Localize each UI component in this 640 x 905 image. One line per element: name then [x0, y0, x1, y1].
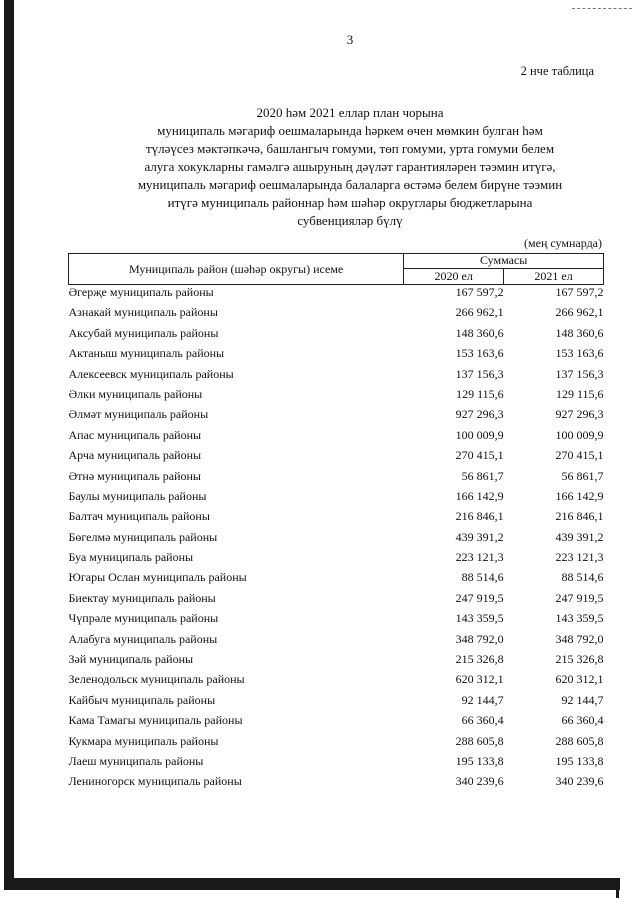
table-row — [69, 693, 604, 713]
value-2020: 166 142,9 — [455, 488, 504, 503]
value-2020: 223 121,3 — [455, 550, 504, 565]
table-row — [69, 407, 604, 427]
district-name: Әгерҗе муниципаль районы — [68, 285, 214, 299]
value-2020: 927 296,3 — [455, 407, 504, 422]
table-row — [69, 754, 604, 774]
value-2021: 348 792,0 — [555, 631, 604, 646]
value-2021: 166 142,9 — [555, 488, 604, 503]
title-line: 2020 һәм 2021 еллар план чорына — [256, 105, 444, 120]
table-row — [69, 632, 604, 652]
value-2021: 223 121,3 — [555, 550, 604, 565]
table-caption: 2 нче таблица — [520, 64, 594, 78]
table-row — [69, 346, 604, 366]
value-2020: 100 009,9 — [455, 427, 504, 442]
scan-corner-marks — [572, 8, 632, 11]
value-2020: 340 239,6 — [455, 774, 504, 789]
value-2020: 167 597,2 — [455, 285, 504, 299]
district-name: Лаеш муниципаль районы — [68, 753, 204, 768]
value-2021: 129 115,6 — [555, 386, 604, 401]
value-2021: 88 514,6 — [561, 570, 604, 585]
table-row — [69, 367, 604, 387]
table-row — [69, 448, 604, 468]
value-2021: 216 846,1 — [555, 509, 604, 524]
value-2021: 340 239,6 — [555, 774, 604, 789]
value-2021: 66 360,4 — [561, 713, 604, 728]
value-2021: 247 919,5 — [555, 590, 604, 605]
district-name: Баулы муниципаль районы — [68, 488, 207, 503]
value-2020: 266 962,1 — [455, 305, 504, 320]
district-name: Әтнә муниципаль районы — [68, 468, 201, 483]
value-2021: 137 156,3 — [555, 366, 604, 381]
scan-edge-left — [4, 0, 14, 880]
district-name: Югары Ослан муниципаль районы — [68, 570, 247, 585]
title-line: итүгә муниципаль районнар һәм шәһәр округлары бюджетларына — [167, 195, 533, 210]
table-row — [69, 774, 604, 794]
value-2021: 167 597,2 — [555, 285, 604, 299]
table-row — [69, 469, 604, 489]
value-2020: 195 133,8 — [455, 753, 504, 768]
units-note: (мең сумнарда) — [524, 236, 602, 250]
title-line: түләүсез мәктәпкәчә, башлангыч гомуми, төп гомуми, урта гомуми белем — [145, 141, 555, 156]
value-2020: 270 415,1 — [455, 448, 504, 463]
value-2021: 215 326,8 — [555, 652, 604, 667]
value-2021: 92 144,7 — [561, 692, 604, 707]
district-name: Балтач муниципаль районы — [68, 509, 210, 524]
table-row — [69, 285, 604, 306]
value-2020: 216 846,1 — [455, 509, 504, 524]
value-2021: 927 296,3 — [555, 407, 604, 422]
table-row — [69, 611, 604, 631]
district-name: Арча муниципаль районы — [68, 448, 202, 463]
value-2020: 92 144,7 — [461, 692, 504, 707]
district-name: Зәй муниципаль районы — [68, 652, 194, 667]
table-row — [69, 672, 604, 692]
title-line: алуга хокукларны гамәлгә ашыруның дәүләт гарантияләрен тәэмин итүгә, — [144, 159, 556, 174]
title-line: субвенцияләр бүлү — [297, 213, 403, 228]
value-2020: 153 163,6 — [455, 346, 504, 361]
value-2020: 439 391,2 — [455, 529, 504, 544]
district-name: Алексеевск муниципаль районы — [68, 366, 234, 381]
value-2020: 247 919,5 — [455, 590, 504, 605]
value-2020: 620 312,1 — [455, 672, 504, 687]
page-number: 3 — [346, 32, 354, 47]
title-line: муниципаль мәгариф оешмаларында балаларга өстәмә белем бирүне тәэмин — [137, 177, 563, 192]
value-2020: 66 360,4 — [461, 713, 504, 728]
subventions-table — [68, 253, 604, 795]
district-name: Актаныш муниципаль районы — [68, 346, 225, 361]
value-2020: 88 514,6 — [461, 570, 504, 585]
table-row — [69, 591, 604, 611]
district-name: Лениногорск муниципаль районы — [68, 774, 242, 789]
district-name: Әлки муниципаль районы — [68, 386, 203, 401]
value-2020: 129 115,6 — [456, 386, 504, 401]
district-name: Апас муниципаль районы — [68, 427, 202, 442]
value-2021: 56 861,7 — [561, 468, 604, 483]
document-title — [100, 104, 600, 230]
table-row — [69, 734, 604, 754]
district-name: Әлмәт муниципаль районы — [68, 407, 209, 422]
value-2020: 348 792,0 — [455, 631, 504, 646]
table-row — [69, 305, 604, 325]
value-2021: 153 163,6 — [555, 346, 604, 361]
value-2021: 100 009,9 — [555, 427, 604, 442]
value-2021: 148 360,6 — [555, 325, 604, 340]
district-name: Кама Тамагы муниципаль районы — [68, 713, 243, 728]
value-2020: 143 359,5 — [455, 611, 504, 626]
district-name: Буа муниципаль районы — [68, 550, 194, 565]
value-2021: 288 605,8 — [555, 733, 604, 748]
district-name: Алабуга муниципаль районы — [68, 631, 218, 646]
value-2021: 620 312,1 — [555, 672, 604, 687]
value-2021: 266 962,1 — [555, 305, 604, 320]
table-row — [69, 489, 604, 509]
table-row — [69, 530, 604, 550]
column-header-name: Муниципаль район (шәһәр округы) исеме — [69, 254, 404, 285]
district-name: Зеленодольск муниципаль районы — [68, 672, 245, 687]
value-2020: 56 861,7 — [461, 468, 504, 483]
table-row — [69, 326, 604, 346]
column-header-sum: Суммасы — [404, 254, 604, 269]
table-row — [69, 550, 604, 570]
title-line: муниципаль мәгариф оешмаларында һәркем өчен мөмкин булган һәм — [157, 123, 543, 138]
table-row — [69, 509, 604, 529]
scan-edge-bottom — [4, 878, 620, 890]
district-name: Бөгелмә муниципаль районы — [68, 529, 218, 544]
value-2020: 148 360,6 — [455, 325, 504, 340]
district-name: Кукмара муниципаль районы — [68, 733, 219, 748]
table-row — [69, 570, 604, 590]
value-2020: 288 605,8 — [455, 733, 504, 748]
column-header-2021: 2021 ел — [504, 268, 604, 284]
district-name: Биектау муниципаль районы — [68, 590, 216, 605]
value-2021: 195 133,8 — [555, 753, 604, 768]
value-2020: 215 326,8 — [455, 652, 504, 667]
value-2021: 143 359,5 — [555, 611, 604, 626]
table-row — [69, 387, 604, 407]
table-row — [69, 652, 604, 672]
district-name: Аксубай муниципаль районы — [68, 325, 219, 340]
district-name: Азнакай муниципаль районы — [68, 305, 218, 320]
value-2021: 439 391,2 — [555, 529, 604, 544]
scan-edge-right — [616, 878, 619, 898]
table-row — [69, 428, 604, 448]
value-2021: 270 415,1 — [555, 448, 604, 463]
district-name: Чүпрәле муниципаль районы — [68, 611, 219, 626]
table-row — [69, 713, 604, 733]
value-2020: 137 156,3 — [455, 366, 504, 381]
column-header-2020: 2020 ел — [404, 268, 504, 284]
district-name: Кайбыч муниципаль районы — [68, 692, 216, 707]
